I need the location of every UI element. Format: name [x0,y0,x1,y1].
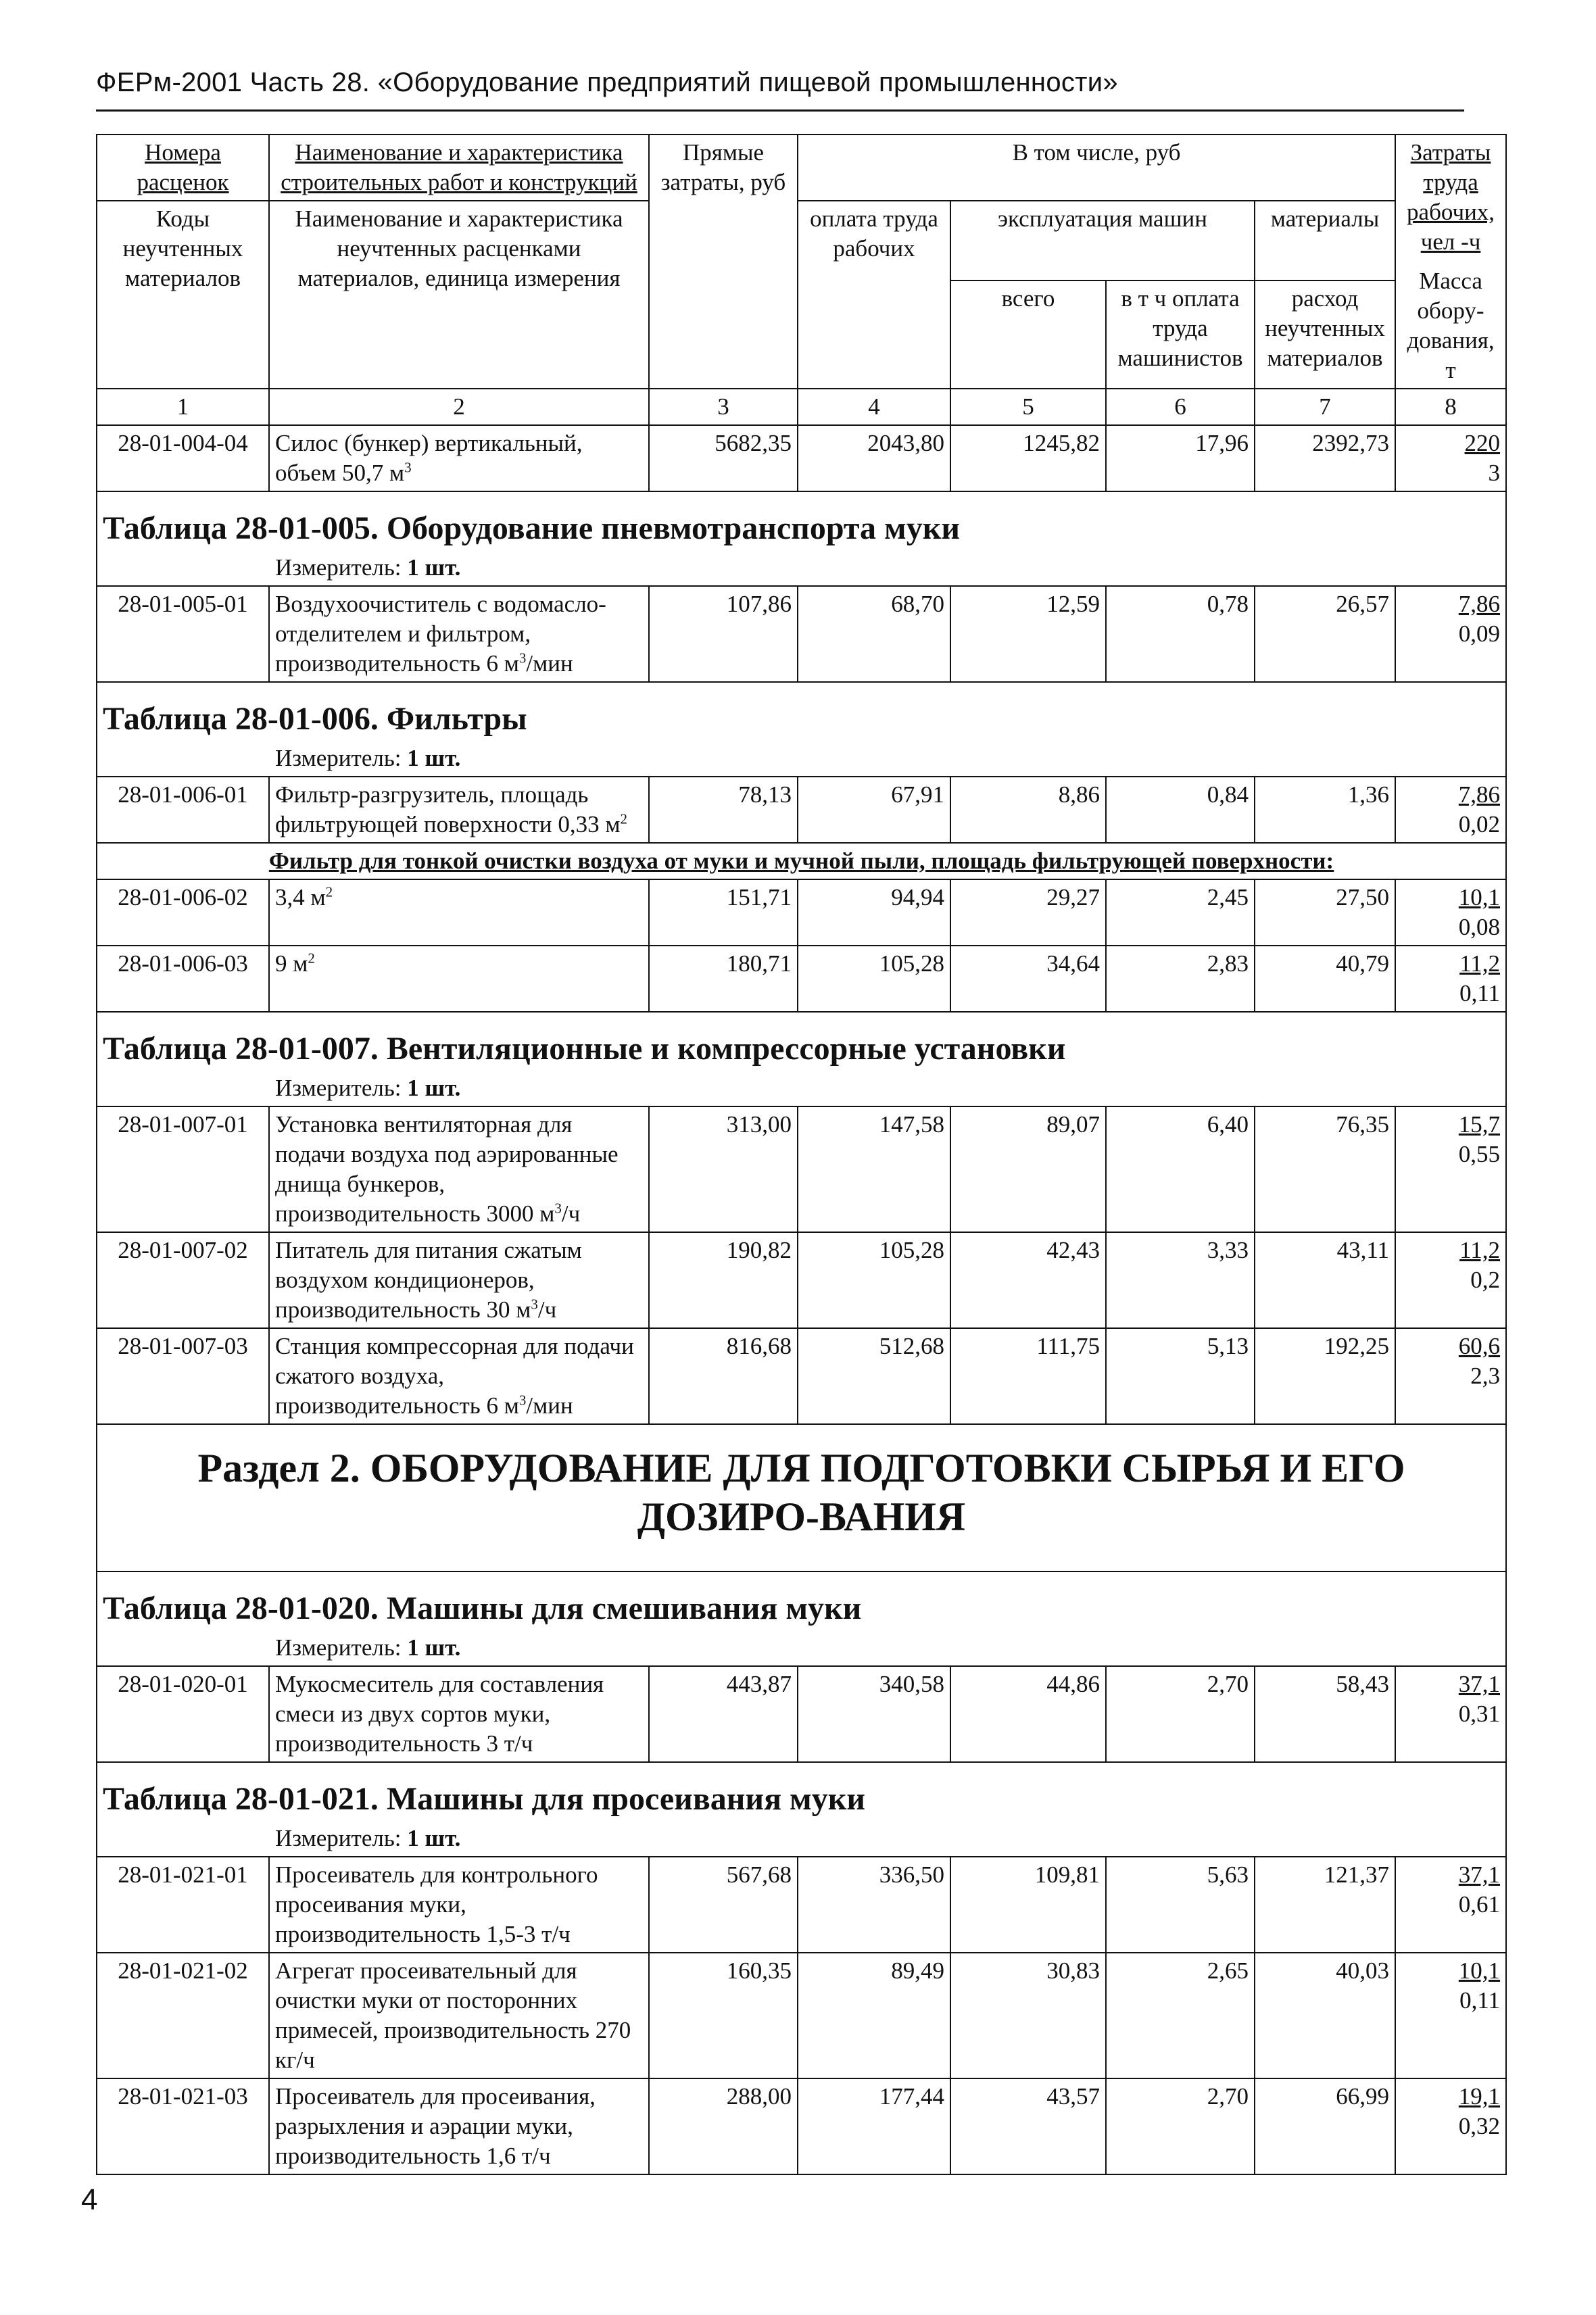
table-section [97,1571,1506,1666]
table-section [97,1012,1506,1106]
rate-code: 28-01-005-01 [97,586,269,682]
work-name-text: Фильтр-разгрузитель, площадь фильтрующей поверхности 0,33 м [275,781,621,837]
labor-mass [1395,2078,1506,2174]
rate-code: 28-01-006-02 [97,879,269,946]
labor-pay: 89,49 [798,1953,950,2078]
materials-cost: 43,11 [1255,1232,1395,1328]
table-title: Таблица 28-01-021. Машины для просеивания муки [103,1781,866,1817]
direct-costs: 78,13 [649,777,798,843]
rate-code: 28-01-021-01 [97,1857,269,1953]
labor-pay: 67,91 [798,777,950,843]
work-name [269,1106,649,1232]
work-name [269,946,649,1012]
work-name [269,1666,649,1762]
section-cell [97,1762,1506,1857]
labor-pay: 147,58 [798,1106,950,1232]
operator-pay: 17,96 [1106,425,1255,491]
including-header: В том числе, руб [798,135,1395,201]
rate-code: 28-01-006-01 [97,777,269,843]
machines-total: 42,43 [950,1232,1106,1328]
labor-pay: 340,58 [798,1666,950,1762]
operator-pay: 6,40 [1106,1106,1255,1232]
equipment-mass: 0,55 [1458,1141,1501,1167]
labor-hours: 15,7 [1458,1111,1501,1138]
labor-hours: 7,86 [1458,781,1501,808]
unit-superscript: 2 [308,950,315,967]
operator-pay: 2,65 [1106,1953,1255,2078]
measure-label: Измеритель: [275,1825,402,1851]
labor-pay: 105,28 [798,1232,950,1328]
table-row [97,879,1506,946]
rate-code: 28-01-007-02 [97,1232,269,1328]
direct-costs: 160,35 [649,1953,798,2078]
measure-value: 1 шт. [407,554,461,581]
rate-numbers-header: Номера расценок [97,135,269,201]
direct-costs: 5682,35 [649,425,798,491]
equipment-mass: 0,32 [1458,2113,1501,2139]
work-name [269,2078,649,2174]
unit-superscript: 3 [518,1392,527,1409]
operator-pay: 3,33 [1106,1232,1255,1328]
direct-costs: 151,71 [649,879,798,946]
equipment-mass: 0,2 [1470,1267,1501,1293]
table-row [97,425,1506,491]
labor-pay: 512,68 [798,1328,950,1424]
labor-hours: 60,6 [1458,1333,1501,1359]
measure-label: Измеритель: [275,1634,402,1661]
work-name-text: Питатель для питания сжатым воздухом кондиционеров, производительность 30 м [275,1237,582,1323]
equipment-mass-header: Масса обору-дования, т [1407,268,1495,383]
column-number: 5 [950,389,1106,425]
column-number: 6 [1106,389,1255,425]
labor-hours: 220 [1464,430,1501,456]
table-row [97,1953,1506,2078]
labor-mass [1395,586,1506,682]
column-number: 7 [1255,389,1395,425]
operator-pay: 0,84 [1106,777,1255,843]
section-cell [97,1571,1506,1666]
table-section [97,682,1506,777]
materials-cost: 121,37 [1255,1857,1395,1953]
unit-superscript: 3 [404,459,412,476]
work-name-header: Наименование и характеристика строительных работ и конструкций [269,135,649,201]
materials-cost: 40,03 [1255,1953,1395,2078]
column-number: 1 [97,389,269,425]
subgroup-note: Фильтр для тонкой очистки воздуха от муки и мучной пыли, площадь фильтрующей поверхности: [97,843,1506,879]
table-row [97,1857,1506,1953]
column-number: 3 [649,389,798,425]
measure-value: 1 шт. [407,1825,461,1851]
work-name-text: Станция компрессорная для подачи сжатого воздуха, производительность 6 м [275,1333,634,1419]
labor-hours: 10,1 [1458,884,1501,910]
operator-pay: 2,70 [1106,2078,1255,2174]
direct-costs: 443,87 [649,1666,798,1762]
rates-sheet [96,134,1505,2175]
table-row [97,586,1506,682]
table-row [97,1666,1506,1762]
direct-costs-header: Прямые затраты, руб [649,135,798,389]
labor-pay: 68,70 [798,586,950,682]
part-title: Раздел 2. ОБОРУДОВАНИЕ ДЛЯ ПОДГОТОВКИ СЫРЬЯ И ЕГО ДОЗИРО-ВАНИЯ [197,1446,1405,1539]
equipment-mass: 0,08 [1458,914,1501,940]
table-row [97,1328,1506,1424]
labor-pay: 105,28 [798,946,950,1012]
table-row [97,946,1506,1012]
work-name-text: Силос (бункер) вертикальный, объем 50,7 м [275,430,583,486]
rate-code: 28-01-020-01 [97,1666,269,1762]
machines-total: 30,83 [950,1953,1106,2078]
labor-hours: 11,2 [1459,1237,1501,1263]
page-header: ФЕРм-2001 Часть 28. «Оборудование предприятий пищевой промышленности» [96,68,1118,97]
unit-suffix: /мин [526,1392,573,1419]
part-cell [97,1424,1506,1571]
labor-pay: 94,94 [798,879,950,946]
labor-mass [1395,1106,1506,1232]
equipment-mass: 3 [1488,460,1501,486]
work-name [269,879,649,946]
part-section [97,1424,1506,1571]
machines-total: 43,57 [950,2078,1106,2174]
table-title: Таблица 28-01-007. Вентиляционные и компрессорные установки [103,1031,1066,1067]
labor-mass [1395,777,1506,843]
header-divider [96,109,1464,112]
labor-mass [1395,1232,1506,1328]
machines-total: 34,64 [950,946,1106,1012]
measure-line [103,1073,1500,1103]
labor-hours: 37,1 [1458,1671,1501,1697]
unaccounted-codes-header: Коды неучтенных материалов [97,201,269,389]
table-title: Таблица 28-01-005. Оборудование пневмотранспорта муки [103,510,961,546]
table-row [97,2078,1506,2174]
materials-cost: 2392,73 [1255,425,1395,491]
operator-pay: 0,78 [1106,586,1255,682]
work-name [269,1328,649,1424]
machine-operation-header: эксплуатация машин [950,201,1255,281]
direct-costs: 567,68 [649,1857,798,1953]
table-title: Таблица 28-01-006. Фильтры [103,701,527,737]
rate-code: 28-01-021-03 [97,2078,269,2174]
labor-mass [1395,1857,1506,1953]
equipment-mass: 0,02 [1458,811,1501,837]
labor-hours: 19,1 [1458,2083,1501,2110]
rate-code: 28-01-007-01 [97,1106,269,1232]
materials-header: материалы [1255,201,1395,281]
labor-pay: 177,44 [798,2078,950,2174]
rate-code: 28-01-007-03 [97,1328,269,1424]
rates-table [96,134,1507,2175]
measure-value: 1 шт. [407,1075,461,1101]
table-row [97,777,1506,843]
unit-suffix: /ч [561,1200,581,1227]
direct-costs: 190,82 [649,1232,798,1328]
machines-total: 89,07 [950,1106,1106,1232]
direct-costs: 816,68 [649,1328,798,1424]
direct-costs: 313,00 [649,1106,798,1232]
section-cell [97,1012,1506,1106]
materials-cost: 27,50 [1255,879,1395,946]
work-name-text: Установка вентиляторная для подачи воздуха под аэрированные днища бункеров, производительность 3000 м [275,1111,619,1227]
column-numbers-row [97,389,1506,425]
unit-superscript: 2 [325,883,333,900]
unit-superscript: 3 [554,1200,562,1217]
table-row [97,1106,1506,1232]
machines-total: 1245,82 [950,425,1106,491]
labor-hours: 37,1 [1458,1861,1501,1888]
page-number: 4 [81,2183,98,2216]
table-section [97,1762,1506,1857]
unit-suffix: /ч [537,1296,557,1323]
unaccounted-materials-header: расход неучтенных материалов [1255,281,1395,389]
work-name-text: Воздухоочиститель с водомасло-отделителем и фильтром, производительность 6 м [275,591,606,677]
materials-cost: 76,35 [1255,1106,1395,1232]
table-title: Таблица 28-01-020. Машины для смешивания муки [103,1590,862,1626]
measure-label: Измеритель: [275,745,402,771]
labor-pay-header: оплата труда рабочих [798,201,950,389]
measure-value: 1 шт. [407,745,461,771]
materials-cost: 40,79 [1255,946,1395,1012]
labor-pay: 2043,80 [798,425,950,491]
measure-line [103,1824,1500,1853]
operator-pay: 2,70 [1106,1666,1255,1762]
work-name [269,586,649,682]
column-number: 2 [269,389,649,425]
unit-superscript: 3 [531,1296,538,1313]
labor-mass [1395,1666,1506,1762]
machines-total-header: всего [950,281,1106,389]
rate-code: 28-01-021-02 [97,1953,269,2078]
operator-pay-header: в т ч оплата труда машинистов [1106,281,1255,389]
rate-code: 28-01-004-04 [97,425,269,491]
labor-costs-header: Затраты труда рабочих, чел -ч [1407,139,1495,255]
machines-total: 12,59 [950,586,1106,682]
measure-line [103,553,1500,583]
measure-label: Измеритель: [275,1075,402,1101]
materials-cost: 26,57 [1255,586,1395,682]
measure-line [103,744,1500,773]
equipment-mass: 0,11 [1459,980,1501,1006]
column-number: 8 [1395,389,1506,425]
direct-costs: 107,86 [649,586,798,682]
work-name-text: Агрегат просеивательный для очистки муки от посторонних примесей, производительность 270 кг/ч [275,1957,631,2073]
machines-total: 29,27 [950,879,1106,946]
header-row-mid [97,201,1506,281]
work-name [269,1232,649,1328]
work-name [269,777,649,843]
work-name-text: Мукосмеситель для составления смеси из двух сортов муки, производительность 3 т/ч [275,1671,604,1757]
materials-cost: 1,36 [1255,777,1395,843]
header-row-top [97,135,1506,201]
materials-cost: 58,43 [1255,1666,1395,1762]
equipment-mass: 0,31 [1458,1701,1501,1727]
operator-pay: 5,63 [1106,1857,1255,1953]
labor-mass [1395,946,1506,1012]
unit-superscript: 2 [620,810,628,827]
column-number: 4 [798,389,950,425]
equipment-mass: 0,61 [1458,1891,1501,1918]
equipment-mass: 0,09 [1458,620,1501,647]
rate-code: 28-01-006-03 [97,946,269,1012]
labor-mass [1395,425,1506,491]
unit-suffix: /мин [526,650,573,677]
machines-total: 8,86 [950,777,1106,843]
measure-value: 1 шт. [407,1634,461,1661]
labor-mass [1395,879,1506,946]
material-name-header: Наименование и характеристика неучтенных расценками материалов, единица измерения [269,201,649,389]
operator-pay: 2,45 [1106,879,1255,946]
labor-mass [1395,1328,1506,1424]
section-cell [97,682,1506,777]
machines-total: 109,81 [950,1857,1106,1953]
unit-superscript: 3 [518,650,527,666]
direct-costs: 180,71 [649,946,798,1012]
operator-pay: 5,13 [1106,1328,1255,1424]
labor-hours: 7,86 [1458,591,1501,617]
work-name-text: 9 м [275,950,308,977]
machines-total: 44,86 [950,1666,1106,1762]
work-name-text: Просеиватель для просеивания, разрыхления и аэрации муки, производительность 1,6 т/ч [275,2083,596,2169]
direct-costs: 288,00 [649,2078,798,2174]
measure-label: Измеритель: [275,554,402,581]
measure-line [103,1633,1500,1663]
subgroup-note-row [97,843,1506,879]
materials-cost: 192,25 [1255,1328,1395,1424]
work-name-text: Просеиватель для контрольного просеивания муки, производительность 1,5-3 т/ч [275,1861,598,1947]
labor-pay: 336,50 [798,1857,950,1953]
labor-mass [1395,1953,1506,2078]
equipment-mass: 2,3 [1470,1363,1501,1389]
labor-hours: 10,1 [1458,1957,1501,1984]
materials-cost: 66,99 [1255,2078,1395,2174]
labor-mass-header [1395,135,1506,389]
table-row [97,1232,1506,1328]
section-cell [97,491,1506,586]
machines-total: 111,75 [950,1328,1106,1424]
work-name [269,425,649,491]
equipment-mass: 0,11 [1459,1987,1501,2014]
work-name [269,1953,649,2078]
table-section [97,491,1506,586]
work-name-text: 3,4 м [275,884,326,910]
work-name [269,1857,649,1953]
operator-pay: 2,83 [1106,946,1255,1012]
labor-hours: 11,2 [1459,950,1501,977]
